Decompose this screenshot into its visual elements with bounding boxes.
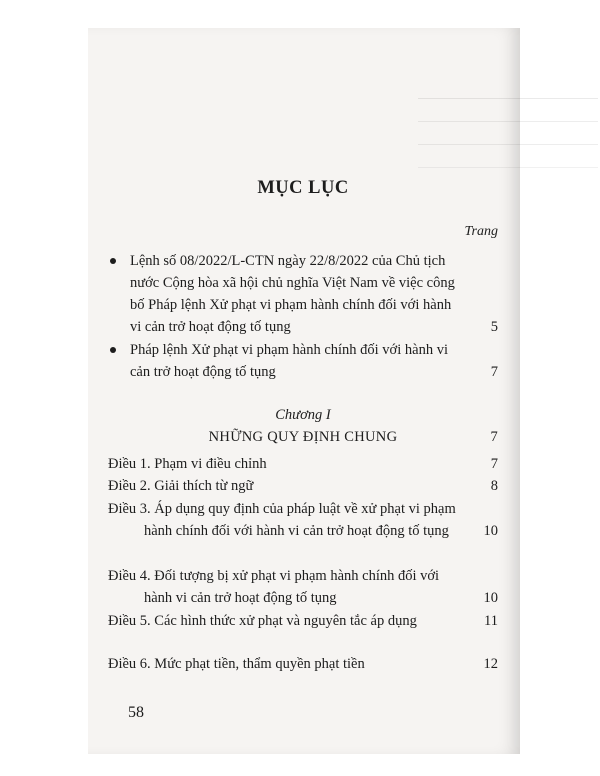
chapter-title-text: NHỮNG QUY ĐỊNH CHUNG <box>208 429 398 445</box>
toc-entry-text: Pháp lệnh Xử phạt vi phạm hành chính đối với hành vi cản trở hoạt động tố tụng <box>130 342 448 380</box>
bullet-icon <box>110 347 116 353</box>
toc-entry-page: 12 <box>483 656 498 672</box>
toc-entry-text: Điều 5. Các hình thức xử phạt và nguyên tắc áp dụng <box>108 613 417 629</box>
toc-entry-page: 10 <box>483 590 498 606</box>
chapter-label: Chương I <box>275 407 331 423</box>
chapter-page: 7 <box>490 429 498 445</box>
toc-article-entry <box>108 453 498 475</box>
toc-title: MỤC LỤC <box>257 178 349 198</box>
toc-bullet-entry <box>108 250 498 338</box>
toc-entry-text: Lệnh số 08/2022/L-CTN ngày 22/8/2022 của Chủ tịch nước Cộng hòa xã hội chủ nghĩa Việt Nam về việc công bố Pháp lệnh Xử phạt vi phạm hành chính đối với hành vi cản trở hoạt động tố tụng <box>130 253 455 335</box>
toc-entry-page: 7 <box>490 364 498 380</box>
page-number: 58 <box>128 704 144 721</box>
toc-article-entry <box>108 475 498 497</box>
chapter-title <box>108 429 498 446</box>
toc-article-entry <box>108 498 498 542</box>
toc-entry-text: Điều 1. Phạm vi điều chỉnh <box>108 456 267 472</box>
toc-bullet-entry <box>108 339 498 383</box>
toc-entry-text: Điều 4. Đối tượng bị xử phạt vi phạm hành chính đối với hành vi cản trở hoạt động tố tụng <box>108 568 440 606</box>
bleed-through-text <box>418 80 598 168</box>
toc-entry-page: 8 <box>490 478 498 494</box>
toc-entry-text: Điều 6. Mức phạt tiền, thẩm quyền phạt tiền <box>108 656 365 672</box>
book-page <box>88 28 520 754</box>
toc-entry-text: Điều 3. Áp dụng quy định của pháp luật về xử phạt vi phạm hành chính đối với hành vi cản trở hoạt động tố tụng <box>108 501 456 539</box>
toc-article-entry <box>108 610 498 632</box>
toc-article-entry <box>108 565 498 609</box>
toc-article-entry <box>108 653 498 675</box>
toc-entry-page: 11 <box>484 613 498 629</box>
toc-entry-page: 10 <box>483 523 498 539</box>
toc-entry-page: 7 <box>490 456 498 472</box>
bullet-icon <box>110 258 116 264</box>
page-column-label: Trang <box>464 224 498 239</box>
toc-entry-page: 5 <box>490 319 498 335</box>
toc-entry-text: Điều 2. Giải thích từ ngữ <box>108 478 254 494</box>
